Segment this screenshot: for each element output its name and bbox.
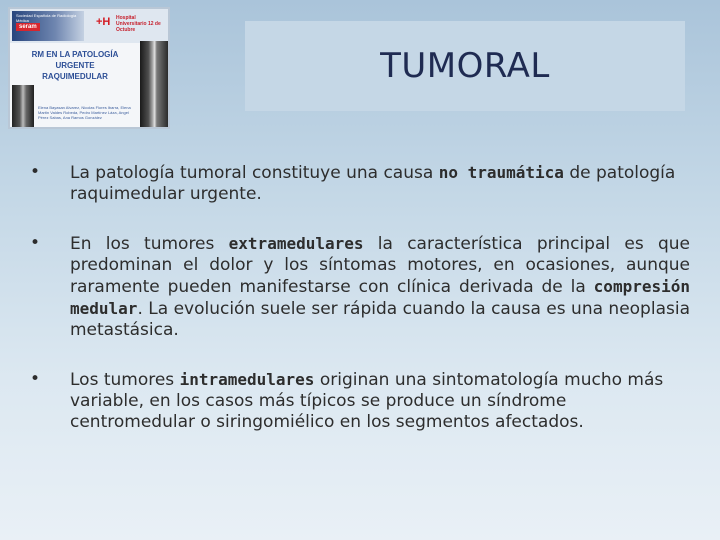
bullet-item: • En los tumores extramedulares la característica principal es que predominan el dolor y los síntomas motores, en ocasiones, aunque raramente pueden manifestarse con clínica derivada de la compresión medular. La evolución suele ser rápida cuando la causa es una neoplasia metastásica. bbox=[30, 233, 690, 340]
mri-spine-image-small bbox=[12, 85, 34, 129]
title-banner bbox=[245, 21, 685, 111]
emphasis-text: extramedulares bbox=[228, 234, 364, 253]
mri-spine-image bbox=[140, 41, 168, 129]
hospital-name: Hospital Universitario 12 de Octubre bbox=[116, 15, 161, 33]
seram-logo: Sociedad Española de Radiología Médica seram bbox=[12, 11, 84, 41]
bullet-item: • La patología tumoral constituye una causa no traumática de patología raquimedular urgente. bbox=[30, 162, 676, 204]
emphasis-text: intramedulares bbox=[179, 370, 315, 389]
presentation-thumbnail bbox=[8, 7, 170, 129]
bullet-item: • Los tumores intramedulares originan una sintomatología mucho más variable, en los casos más típicos se produce un síndrome centromedular o siringomiélico en los segmentos afectados. bbox=[30, 369, 664, 432]
bullet-list bbox=[30, 162, 690, 433]
emphasis-text: no traumática bbox=[438, 163, 564, 182]
bullet-dot-icon: • bbox=[30, 233, 41, 253]
thumbnail-authors: Elena Bayasan Alvarez, Nicolas Flores Ibarra, Elena Martin Valdes Robeda, Pedro Martínez Láza, Angel Pérez Sabas, Ana Ramos González bbox=[38, 105, 131, 120]
hospital-logo bbox=[96, 13, 166, 35]
thumbnail-header bbox=[10, 9, 168, 43]
emphasis-text: compresión medular bbox=[70, 277, 690, 318]
bullet-dot-icon: • bbox=[30, 369, 41, 389]
thumbnail-title: RM EN LA PATOLOGÍA URGENTE RAQUIMEDULAR bbox=[31, 50, 119, 81]
bullet-dot-icon: • bbox=[30, 162, 41, 182]
slide-title: TUMORAL bbox=[380, 46, 550, 86]
hospital-cross-icon: +H bbox=[96, 16, 111, 28]
